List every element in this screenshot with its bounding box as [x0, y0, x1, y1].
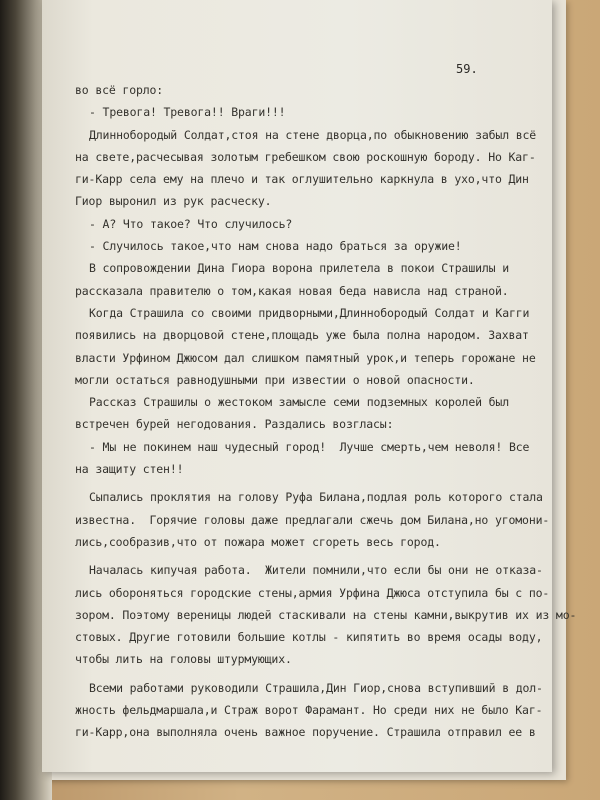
text-line: Рассказ Страшилы о жестоком замысле семи подземных королей был	[89, 395, 509, 410]
text-line: - А? Что такое? Что случилось?	[89, 216, 293, 231]
text-line: на свете,расчесывая золотым гребешком свою роскошную бороду. Но Каг-	[75, 149, 536, 164]
text-line: стовых. Другие готовили большие котлы - кипятить во время осады воду,	[75, 630, 543, 645]
text-line: Гиор выронил из рук расческу.	[75, 194, 272, 209]
text-line: рассказала правителю о том,какая новая беда нависла над страной.	[75, 283, 509, 298]
text-line: появились на дворцовой стене,площадь уже была полна народом. Захват	[75, 328, 529, 343]
text-line: Сыпались проклятия на голову Руфа Билана,подлая роль которого стала	[89, 490, 543, 505]
text-line: - Случилось такое,что нам снова надо браться за оружие!	[89, 239, 462, 254]
text-line: чтобы лить на головы штурмующих.	[75, 652, 292, 667]
text-line: ги-Карр,она выполняла очень важное поручение. Страшила отправил ее в	[75, 725, 536, 740]
text-line: жность фельдмаршала,и Страж ворот Фарамант. Но среди них не было Каг-	[75, 703, 543, 718]
page-text	[75, 79, 577, 744]
text-line: ги-Карр села ему на плечо и так оглушительно каркнула в ухо,что Дин	[75, 172, 529, 187]
text-line: могли остаться равнодушными при известии о новой опасности.	[75, 372, 475, 387]
text-line: известна. Горячие головы даже предлагали сжечь дом Билана,но угомони-	[75, 512, 550, 527]
text-line: Длиннобородый Солдат,стоя на стене дворца,по обыкновению забыл всё	[89, 127, 537, 142]
text-line: лись,сообразив,что от пожара может сгореть весь город.	[75, 534, 441, 549]
text-line: - Тревога! Тревога!! Враги!!!	[89, 105, 286, 120]
text-line: на защиту стен!!	[75, 462, 184, 477]
text-line: лись обороняться городские стены,армия Урфина Джюса отступила бы с по-	[75, 585, 550, 600]
text-line: встречен бурей негодования. Раздались возгласы:	[75, 417, 394, 432]
text-line: - Мы не покинем наш чудесный город! Лучше смерть,чем неволя! Все	[89, 439, 530, 454]
text-line: власти Урфином Джюсом дал слишком памятный урок,и теперь горожане не	[75, 350, 536, 365]
text-line: Когда Страшила со своими придворными,Длиннобородый Солдат и Кагги	[89, 305, 530, 320]
text-line: Началась кипучая работа. Жители помнили,что если бы они не отказа-	[89, 563, 543, 578]
text-line: во всё горло:	[75, 83, 164, 97]
text-line: зором. Поэтому вереницы людей стаскивали на стены камни,выкрутив их из мо-	[75, 607, 577, 622]
page-number: 59.	[456, 62, 478, 76]
text-line: Всеми работами руководили Страшила,Дин Гиор,снова вступивший в дол-	[89, 680, 543, 695]
text-line: В сопровождении Дина Гиора ворона прилетела в покои Страшилы и	[89, 261, 509, 276]
